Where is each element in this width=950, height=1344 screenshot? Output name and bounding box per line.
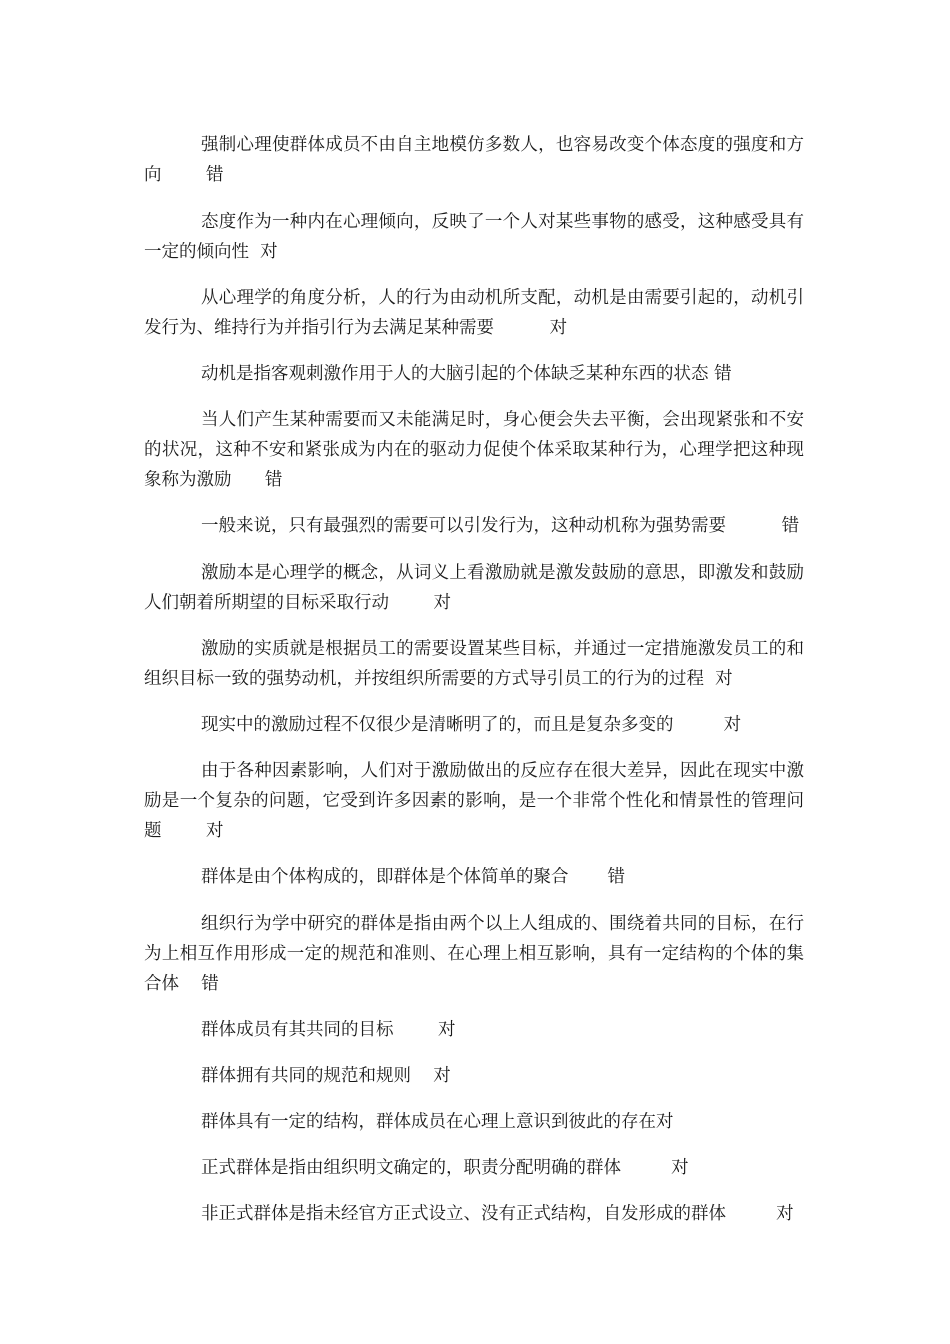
answer-label: 对 [433, 592, 452, 613]
statement-item [144, 511, 804, 541]
statement-text: 态度作为一种内在心理倾向，反映了一个人对某些事物的感受，这种感受具有一定的倾向性 [144, 211, 804, 262]
statement-text: 现实中的激励过程不仅很少是清晰明了的，而且是复杂多变的 [201, 714, 674, 735]
statement-item [144, 909, 804, 999]
answer-label: 对 [260, 241, 278, 262]
statement-item [144, 1107, 804, 1137]
statement-text: 动机是指客观刺激作用于人的大脑引起的个体缺乏某种东西的状态 [201, 363, 709, 384]
answer-label: 对 [438, 1019, 456, 1040]
statement-item [144, 862, 804, 892]
statement-item [144, 756, 804, 846]
answer-label: 错 [714, 363, 732, 384]
statement-text: 激励的实质就是根据员工的需要设置某些目标，并通过一定措施激发员工的和组织目标一致的强势动机，并按组织所需要的方式导引员工的行为的过程 [144, 638, 804, 689]
answer-label: 错 [206, 164, 224, 185]
answer-label: 对 [671, 1157, 689, 1178]
answer-label: 对 [776, 1203, 794, 1224]
statement-item [144, 1153, 804, 1183]
statement-text: 正式群体是指由组织明文确定的，职责分配明确的群体 [201, 1157, 621, 1178]
statement-item [144, 634, 804, 694]
statement-text: 由于各种因素影响，人们对于激励做出的反应存在很大差异，因此在现实中激励是一个复杂的问题，它受到许多因素的影响，是一个非常个性化和情景性的管理问题 [144, 760, 804, 841]
statement-item [144, 1015, 804, 1045]
statement-text: 从心理学的角度分析，人的行为由动机所支配，动机是由需要引起的，动机引发行为、维持行为并指引行为去满足某种需要 [144, 287, 804, 338]
answer-label: 错 [264, 469, 283, 490]
answer-label: 对 [433, 1065, 451, 1086]
statement-text: 群体具有一定的结构，群体成员在心理上意识到彼此的存在 [201, 1111, 656, 1132]
answer-label: 错 [201, 973, 219, 994]
answer-label: 错 [607, 866, 625, 887]
statement-text: 群体是由个体构成的，即群体是个体简单的聚合 [201, 866, 569, 887]
statement-text: 一般来说，只有最强烈的需要可以引发行为，这种动机称为强势需要 [201, 515, 726, 536]
answer-label: 错 [781, 515, 800, 536]
statement-text: 激励本是心理学的概念，从词义上看激励就是激发鼓励的意思，即激发和鼓励人们朝着所期望的目标采取行动 [144, 562, 804, 613]
statement-item [144, 207, 804, 267]
statement-item [144, 130, 804, 190]
answer-label: 对 [206, 820, 224, 841]
statement-text: 群体成员有其共同的目标 [201, 1019, 394, 1040]
statement-item [144, 710, 804, 740]
answer-label: 对 [723, 714, 742, 735]
statement-text: 非正式群体是指未经官方正式设立、没有正式结构，自发形成的群体 [201, 1203, 726, 1224]
statement-item [144, 283, 804, 343]
statement-text: 组织行为学中研究的群体是指由两个以上人组成的、围绕着共同的目标，在行为上相互作用形成一定的规范和准则、在心理上相互影响，具有一定结构的个体的集合体 [144, 913, 804, 994]
statement-item [144, 405, 804, 495]
answer-label: 对 [656, 1111, 674, 1132]
statement-item [144, 558, 804, 618]
answer-label: 对 [715, 668, 733, 689]
statement-text: 当人们产生某种需要而又未能满足时，身心便会失去平衡，会出现紧张和不安的状况，这种不安和紧张成为内在的驱动力促使个体采取某种行为，心理学把这种现象称为激励 [144, 409, 804, 490]
statement-text: 群体拥有共同的规范和规则 [201, 1065, 411, 1086]
statement-item [144, 1061, 804, 1091]
answer-label: 对 [549, 317, 568, 338]
statement-item [144, 359, 804, 389]
statement-item [144, 1199, 804, 1229]
statement-text: 强制心理使群体成员不由自主地模仿多数人，也容易改变个体态度的强度和方向 [144, 134, 804, 185]
